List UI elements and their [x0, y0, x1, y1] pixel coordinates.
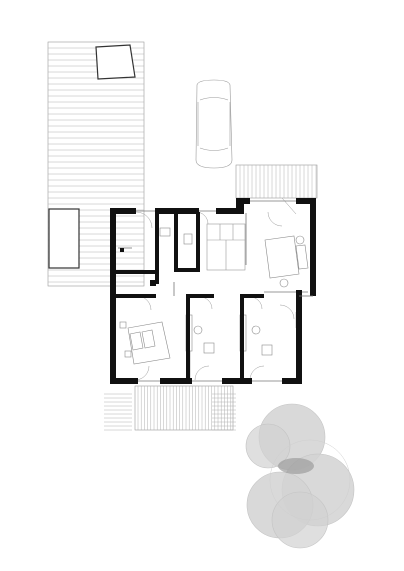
front-deck — [104, 386, 236, 430]
toilet — [184, 234, 192, 244]
washbasin — [160, 228, 170, 236]
bed-icon — [120, 322, 170, 364]
sofa-icon — [265, 236, 308, 287]
interior-fixtures — [118, 198, 308, 380]
car-outline-icon — [196, 80, 232, 168]
entry-deck — [236, 165, 317, 198]
desk-icon — [186, 315, 214, 380]
terrace-decking — [48, 42, 144, 286]
staircase — [207, 224, 245, 270]
tree-canopy-icon — [246, 404, 354, 548]
storage-box — [49, 209, 79, 268]
desk-icon — [240, 315, 272, 355]
planter-box — [96, 45, 135, 79]
